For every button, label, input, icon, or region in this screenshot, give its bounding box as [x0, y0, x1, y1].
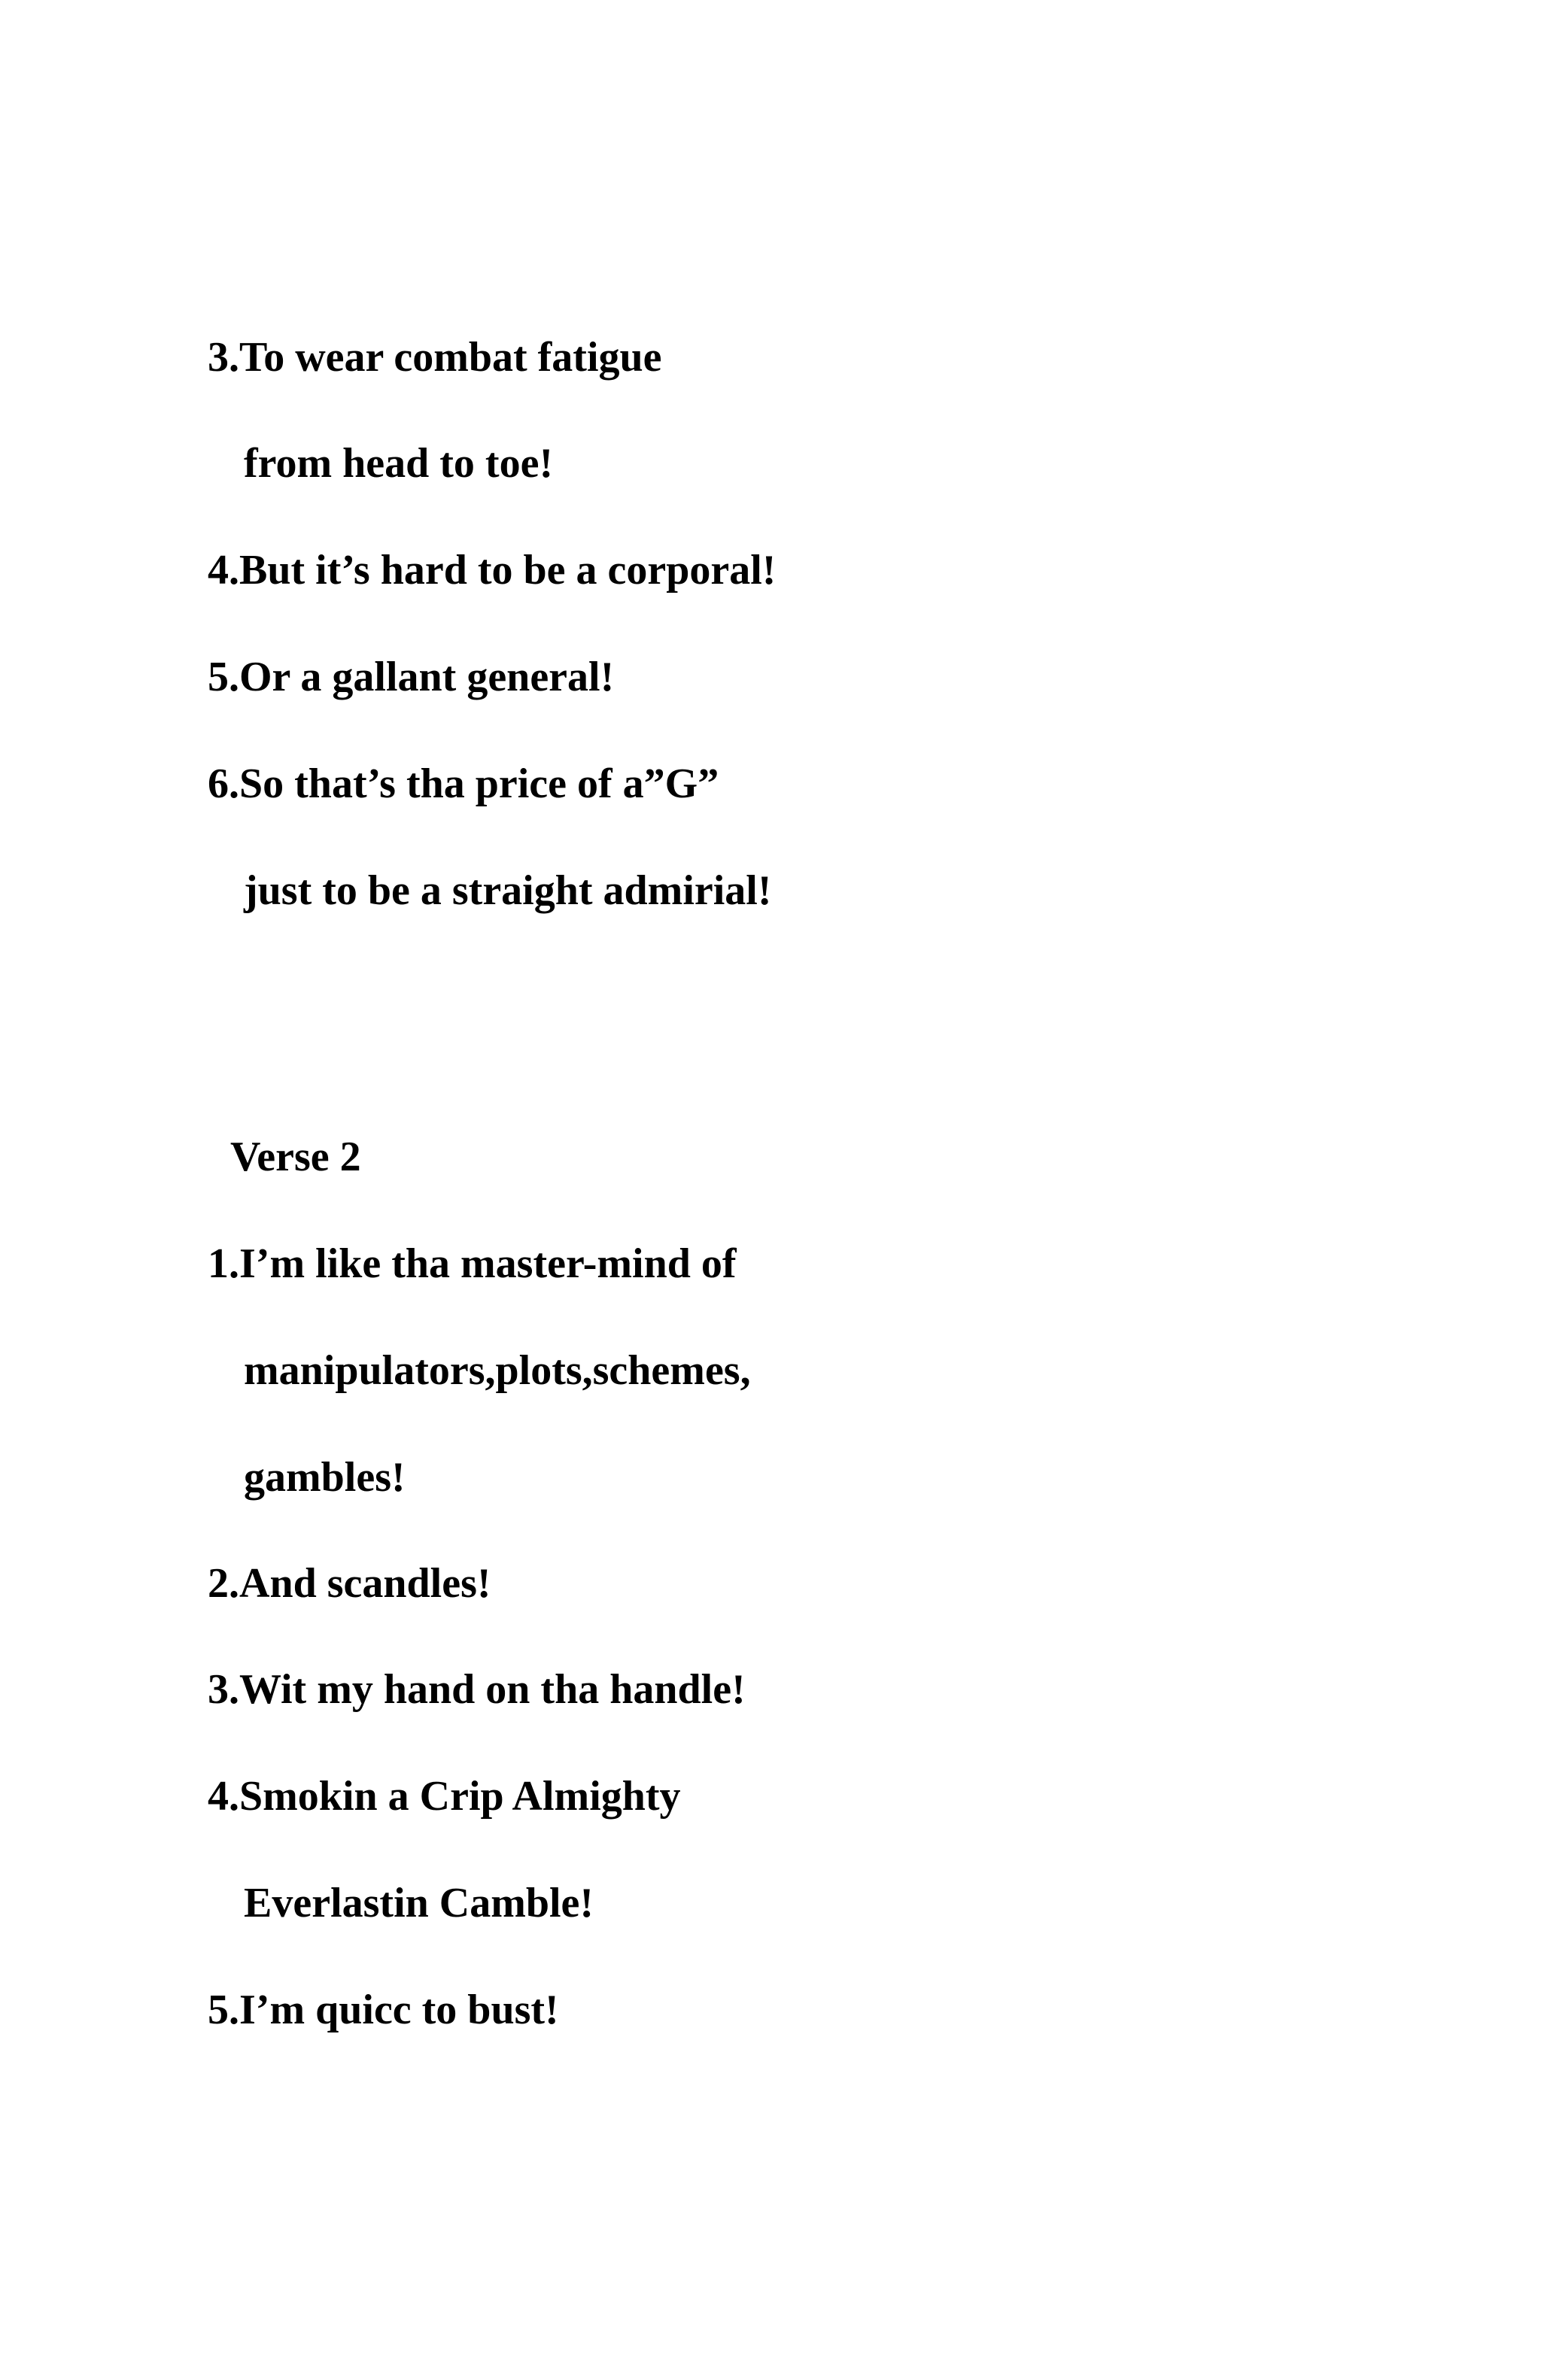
lyric-line: 5.I’m quicc to bust!: [208, 1987, 559, 2033]
lyric-line: gambles!: [244, 1454, 406, 1501]
lyric-line: 3.To wear combat fatigue: [208, 334, 662, 381]
lyric-line: Everlastin Camble!: [244, 1880, 594, 1926]
lyric-line: manipulators,plots,schemes,: [244, 1347, 751, 1394]
lyric-line: 1.I’m like tha master-mind of: [208, 1240, 737, 1287]
lyric-line: 4.Smokin a Crip Almighty: [208, 1773, 681, 1820]
lyric-line: just to be a straight admirial!: [244, 867, 772, 914]
verse-heading: Verse 2: [230, 1134, 361, 1180]
lyric-line: 6.So that’s tha price of a”G”: [208, 760, 719, 807]
lyric-line: 3.Wit my hand on tha handle!: [208, 1666, 746, 1713]
lyric-line: 4.But it’s hard to be a corporal!: [208, 547, 777, 593]
lyric-line: from head to toe!: [244, 440, 554, 487]
lyric-line: 2.And scandles!: [208, 1560, 491, 1607]
lyric-line: 5.Or a gallant general!: [208, 654, 615, 700]
